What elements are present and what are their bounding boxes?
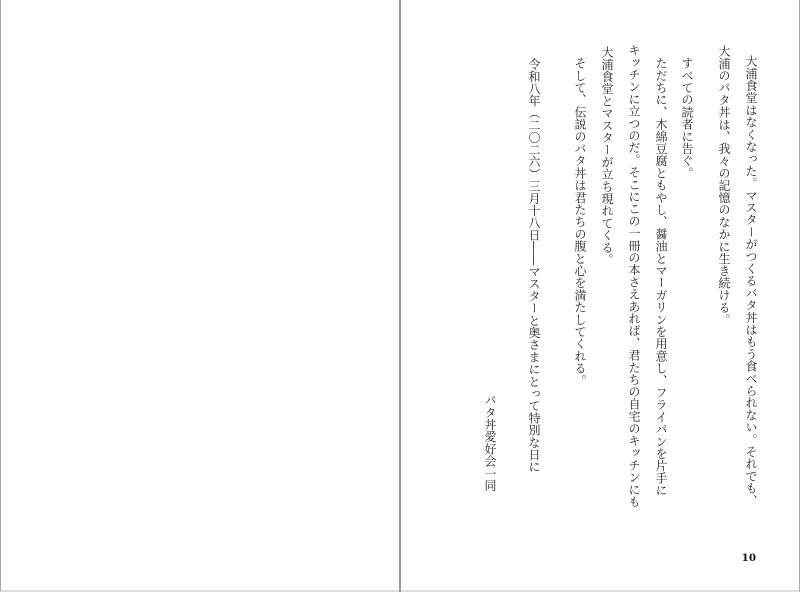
body-text-column-2: 大浦のバタ丼は、我々の記憶のなかに生き続ける。 — [717, 45, 731, 326]
body-text-column-1: 大浦食堂はなくなった。マスターがつくるバタ丼はもう食べられない。それでも、 — [744, 55, 758, 507]
body-text-column-6: 大浦食堂とマスターが立ち現れてくる。 — [600, 46, 614, 266]
body-text-column-7: そして、伝説のバタ丼は君たちの腹と心を満たしてくれる。 — [573, 57, 587, 387]
body-text-column-4: ただちに、木綿豆腐ともやし、醤油とマーガリンを用意し、フライパンを片手に — [654, 57, 668, 497]
page-gutter-divider — [399, 0, 401, 592]
page-number: 10 — [741, 553, 757, 564]
signature-column: バタ丼愛好会一同 — [483, 394, 497, 492]
body-text-column-3: すべての読者に告ぐ。 — [680, 57, 694, 179]
date-line-column: 令和八年（二〇二六）三月十八日――マスターと奥さまにとって特別な日に — [527, 58, 541, 473]
body-text-column-5: キッチンに立つのだ。そこにこの一冊の本さえあれば、君たちの自宅のキッチンにも — [627, 44, 641, 508]
left-page-blank — [1, 0, 400, 590]
